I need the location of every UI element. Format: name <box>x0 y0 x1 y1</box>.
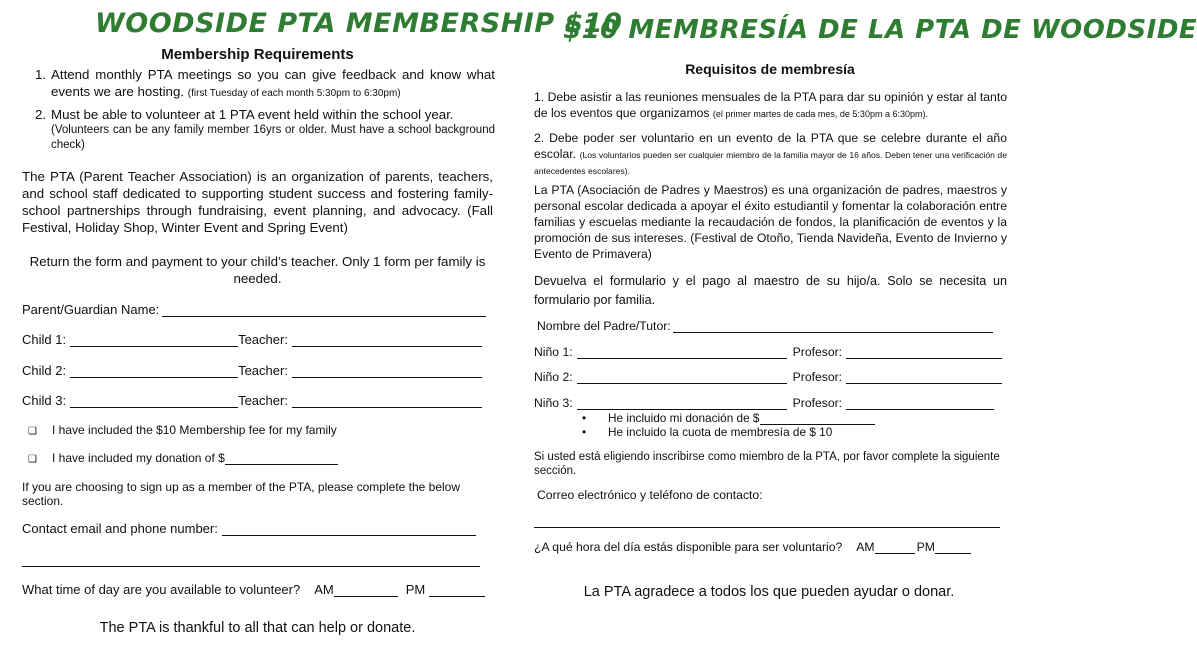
checkbox-icon[interactable]: ❑ <box>28 454 37 465</box>
checkbox-icon[interactable]: ❑ <box>28 426 37 437</box>
en-member-note: If you are choosing to sign up as a member of the PTA, please complete the below section. <box>22 480 461 508</box>
en-contact-field[interactable]: Contact email and phone number: <box>22 521 476 536</box>
en-parent-name-line[interactable] <box>162 303 486 317</box>
en-membership-fee-checkbox[interactable]: ❑ I have included the $10 Membership fee for my family <box>28 423 337 437</box>
en-parent-name-field[interactable]: Parent/Guardian Name: <box>22 302 486 317</box>
bullet-icon: • <box>582 411 587 425</box>
en-thanks: The PTA is thankful to all that can help or donate. <box>99 620 416 636</box>
es-thanks: La PTA agradece a todos los que pueden ayudar o donar. <box>583 584 955 600</box>
es-child3-field[interactable]: Niño 3: Profesor: <box>534 396 994 410</box>
es-requirements-heading: Requisitos de membresía <box>685 61 855 77</box>
en-requirement-2: 2. Must be able to volunteer at 1 PTA event held within the school year. (Volunteers can be any family member 16yrs or older. Must have a school background check) <box>35 107 495 151</box>
es-return-instructions: Devuelva el formulario y el pago al maestro de su hijo/a. Solo se necesita un formulario por familia. <box>534 274 1007 307</box>
es-member-note: Si usted está eligiendo inscribirse como miembro de la PTA, por favor complete la siguiente sección. <box>534 451 1000 477</box>
es-about-paragraph: La PTA (Asociación de Padres y Maestros) es una organización de padres, maestros y personal escolar dedicada a apoyar el éxito estudiantil y fomentar la colaboración entre familias y escuelas mediante la recaudación de fondos, la planificación de eventos y la promoción de sus intereses. (Festival de Otoño, Tienda Navideña, Evento de Invierno y Evento de Primavera) <box>534 183 1007 261</box>
es-child1-field[interactable]: Niño 1: Profesor: <box>534 345 1002 359</box>
es-parent-name-field[interactable]: Nombre del Padre/Tutor: <box>537 319 993 333</box>
en-contact-line-2[interactable] <box>22 566 480 567</box>
es-requirement-1: 1. Debe asistir a las reuniones mensuales de la PTA para dar su opinión y estar al tanto de los eventos que organizamos (el primer martes de cada mes, de 5:30pm a 6:30pm). <box>534 90 1007 120</box>
es-title: $10 MEMBRESÍA DE LA PTA DE WOODSIDE <box>563 15 1197 45</box>
bullet-icon: • <box>582 425 587 439</box>
es-requirement-2: 2. Debe poder ser voluntario en un evento de la PTA que se celebre durante el año escolar. (Los voluntarios pueden ser cualquier miembro de la familia mayor de 16 años. Deben tener una verificación de antecedentes escolares). <box>534 131 1007 176</box>
es-contact-label: Correo electrónico y teléfono de contacto: <box>537 488 763 502</box>
en-title: WOODSIDE PTA MEMBERSHIP $10 <box>95 8 623 39</box>
en-child3-field[interactable]: Child 3: Teacher: <box>22 393 482 408</box>
en-return-instructions: Return the form and payment to your child’s teacher. Only 1 form per family is needed. <box>29 254 486 286</box>
es-volunteer-time-field[interactable]: ¿A qué hora del día estás disponible para ser voluntario? AM PM <box>534 540 971 554</box>
en-child2-field[interactable]: Child 2: Teacher: <box>22 363 482 378</box>
en-child1-field[interactable]: Child 1: Teacher: <box>22 332 482 347</box>
en-requirements-heading: Membership Requirements <box>161 46 354 63</box>
es-donation-bullet[interactable]: • He incluido mi donación de $ <box>582 411 875 425</box>
en-volunteer-time-field[interactable]: What time of day are you available to volunteer? AM PM <box>22 582 485 597</box>
en-about-paragraph: The PTA (Parent Teacher Association) is an organization of parents, teachers, and school staff dedicated to supporting student success and fostering family-school partnerships through fundraising, event planning, and advocacy. (Fall Festival, Holiday Shop, Winter Event and Spring Event) <box>22 169 493 235</box>
es-membership-fee-bullet[interactable]: • He incluido la cuota de membresía de $ 10 <box>582 425 833 439</box>
es-child2-field[interactable]: Niño 2: Profesor: <box>534 370 1002 384</box>
es-contact-line[interactable] <box>534 527 1000 528</box>
en-donation-checkbox[interactable]: ❑ I have included my donation of $ <box>28 451 338 465</box>
en-requirement-1: 1. Attend monthly PTA meetings so you can give feedback and know what events we are hosting. (first Tuesday of each month 5:30pm to 6:30pm) <box>35 67 495 99</box>
